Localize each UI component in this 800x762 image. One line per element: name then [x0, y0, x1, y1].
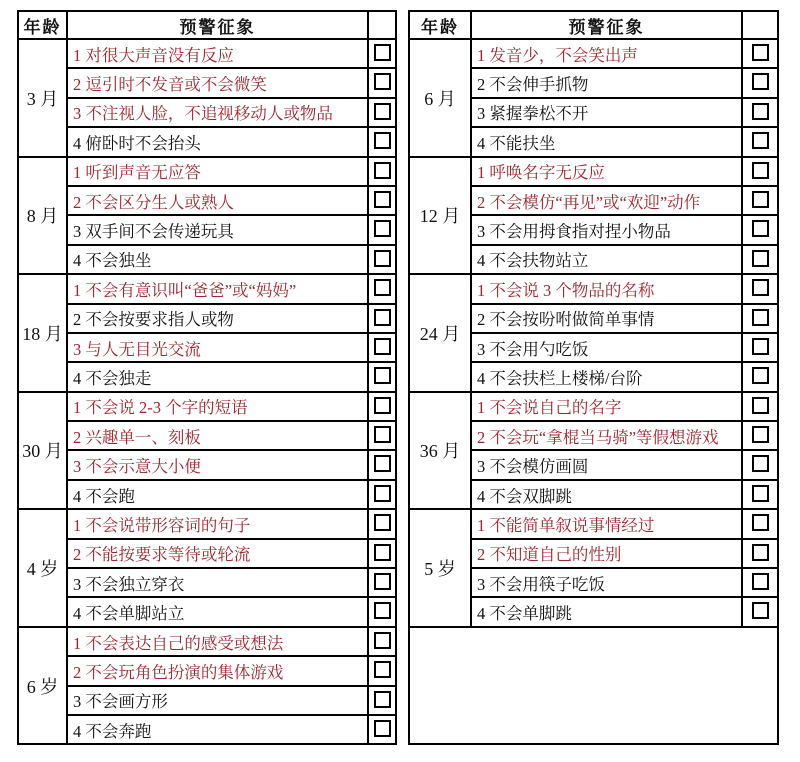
checkbox-cell [368, 215, 396, 244]
sign-text: 4 俯卧时不会抬头 [67, 127, 368, 156]
left-table-header [18, 11, 396, 39]
checkbox-cell [368, 539, 396, 568]
checkbox[interactable] [752, 602, 769, 619]
checkbox[interactable] [374, 162, 391, 179]
sign-text: 2 不会区分生人或熟人 [67, 186, 368, 215]
checkbox-cell [742, 392, 778, 421]
checkbox[interactable] [374, 691, 391, 708]
age-cell: 6 月 [409, 39, 471, 157]
checkbox[interactable] [752, 250, 769, 267]
table-row [18, 686, 396, 715]
table-row [18, 715, 396, 744]
sign-text: 4 不会单脚站立 [67, 597, 368, 626]
checkbox[interactable] [374, 103, 391, 120]
sign-text: 1 不会有意识叫“爸爸”或“妈妈” [67, 274, 368, 303]
age-cell: 6 岁 [18, 627, 67, 745]
checkbox-cell [368, 627, 396, 656]
checkbox-cell [368, 597, 396, 626]
table-row [18, 333, 396, 362]
left-warning-table [17, 10, 397, 745]
sign-text: 3 不会示意大小便 [67, 450, 368, 479]
checkbox[interactable] [374, 279, 391, 296]
table-row [409, 509, 778, 538]
checkbox-cell [742, 68, 778, 97]
checkbox[interactable] [374, 544, 391, 561]
checkbox[interactable] [374, 73, 391, 90]
checkbox-cell [368, 333, 396, 362]
sign-text: 3 不会画方形 [67, 686, 368, 715]
checkbox-cell [368, 715, 396, 744]
sign-text: 4 不会单脚跳 [471, 597, 742, 626]
table-row [18, 627, 396, 656]
checkbox-cell [742, 186, 778, 215]
sign-text: 3 不会独立穿衣 [67, 568, 368, 597]
checkbox[interactable] [374, 602, 391, 619]
checkbox[interactable] [374, 338, 391, 355]
sign-text: 1 不能简单叙说事情经过 [471, 509, 742, 538]
empty-cell [409, 627, 778, 745]
checkbox[interactable] [374, 367, 391, 384]
checkbox[interactable] [752, 279, 769, 296]
checkbox[interactable] [374, 250, 391, 267]
checkbox-cell [742, 539, 778, 568]
table-row [18, 480, 396, 509]
checkbox-cell [742, 450, 778, 479]
sign-text: 4 不能扶坐 [471, 127, 742, 156]
age-cell: 12 月 [409, 157, 471, 275]
table-row [18, 68, 396, 97]
table-row [18, 245, 396, 274]
table-row [18, 392, 396, 421]
checkbox[interactable] [752, 338, 769, 355]
sign-text: 1 不会说自己的名字 [471, 392, 742, 421]
checkbox[interactable] [752, 367, 769, 384]
checkbox[interactable] [752, 162, 769, 179]
right-warning-table [408, 10, 779, 745]
checkbox[interactable] [752, 103, 769, 120]
checkbox[interactable] [374, 632, 391, 649]
checkbox[interactable] [374, 661, 391, 678]
checkbox-cell [368, 480, 396, 509]
checkbox[interactable] [374, 455, 391, 472]
checkbox[interactable] [752, 426, 769, 443]
sign-text: 2 不能按要求等待或轮流 [67, 539, 368, 568]
checkbox-cell [368, 568, 396, 597]
sign-text: 2 不会玩角色扮演的集体游戏 [67, 656, 368, 685]
table-row [409, 39, 778, 68]
checkbox[interactable] [374, 132, 391, 149]
table-row [18, 656, 396, 685]
checkbox-cell [368, 274, 396, 303]
left-table-body [18, 39, 396, 744]
sign-text: 1 发音少，不会笑出声 [471, 39, 742, 68]
checkbox-cell [742, 597, 778, 626]
checkbox-cell [742, 509, 778, 538]
age-cell: 5 岁 [409, 509, 471, 627]
checkbox-cell [742, 333, 778, 362]
sign-text: 3 不会用筷子吃饭 [471, 568, 742, 597]
table-row [18, 157, 396, 186]
table-row [18, 568, 396, 597]
sign-text: 1 不会说 2-3 个字的短语 [67, 392, 368, 421]
table-row [409, 157, 778, 186]
checkbox-cell [368, 656, 396, 685]
sign-text: 4 不会跑 [67, 480, 368, 509]
sign-text: 2 不会按吩咐做简单事情 [471, 304, 742, 333]
sign-text: 4 不会独走 [67, 362, 368, 391]
sign-text: 2 不会玩“拿棍当马骑”等假想游戏 [471, 421, 742, 450]
sign-text: 2 不知道自己的性别 [471, 539, 742, 568]
header-signs: 预警征象 [471, 11, 742, 39]
checkbox[interactable] [374, 573, 391, 590]
checkbox[interactable] [374, 191, 391, 208]
checkbox-cell [742, 127, 778, 156]
header-checkbox-spacer [368, 11, 396, 39]
checkbox[interactable] [374, 514, 391, 531]
sign-text: 2 不会模仿“再见”或“欢迎”动作 [471, 186, 742, 215]
checkbox-cell [368, 421, 396, 450]
checkbox-cell [742, 157, 778, 186]
checkbox-cell [368, 450, 396, 479]
checkbox-cell [368, 39, 396, 68]
sign-text: 3 不会模仿画圆 [471, 450, 742, 479]
checkbox[interactable] [752, 544, 769, 561]
checkbox-cell [368, 392, 396, 421]
checkbox[interactable] [752, 573, 769, 590]
checkbox[interactable] [374, 485, 391, 502]
checkbox-cell [742, 274, 778, 303]
age-cell: 4 岁 [18, 509, 67, 627]
header-checkbox-spacer [742, 11, 778, 39]
checkbox-cell [742, 304, 778, 333]
sign-text: 4 不会扶栏上楼梯/台阶 [471, 362, 742, 391]
checkbox[interactable] [752, 485, 769, 502]
right-table-body [409, 39, 778, 744]
table-row [18, 127, 396, 156]
age-cell: 30 月 [18, 392, 67, 510]
header-age: 年龄 [18, 11, 67, 39]
checkbox[interactable] [752, 44, 769, 61]
sign-text: 4 不会双脚跳 [471, 480, 742, 509]
header-row [18, 11, 396, 39]
checkbox[interactable] [752, 514, 769, 531]
age-cell: 3 月 [18, 39, 67, 157]
age-cell: 24 月 [409, 274, 471, 392]
checkbox-cell [742, 362, 778, 391]
table-row [18, 450, 396, 479]
sign-text: 4 不会独坐 [67, 245, 368, 274]
age-cell: 18 月 [18, 274, 67, 392]
checkbox[interactable] [374, 720, 391, 737]
table-row [18, 274, 396, 303]
checkbox-cell [368, 98, 396, 127]
sign-text: 3 不会用勺吃饭 [471, 333, 742, 362]
right-table-header [409, 11, 778, 39]
sign-text: 3 双手间不会传递玩具 [67, 215, 368, 244]
sign-text: 3 与人无目光交流 [67, 333, 368, 362]
checkbox[interactable] [752, 309, 769, 326]
checkbox-cell [368, 245, 396, 274]
table-row [18, 39, 396, 68]
age-cell: 8 月 [18, 157, 67, 275]
checkbox[interactable] [752, 397, 769, 414]
checkbox-cell [368, 362, 396, 391]
checkbox-cell [368, 186, 396, 215]
sign-text: 3 不会用拇食指对捏小物品 [471, 215, 742, 244]
sign-text: 3 紧握拳松不开 [471, 98, 742, 127]
checkbox[interactable] [374, 397, 391, 414]
checkbox[interactable] [374, 220, 391, 237]
checkbox[interactable] [752, 73, 769, 90]
checkbox[interactable] [374, 309, 391, 326]
checkbox-cell [368, 127, 396, 156]
checkbox[interactable] [374, 426, 391, 443]
checkbox[interactable] [374, 44, 391, 61]
sign-text: 3 不注视人脸，不追视移动人或物品 [67, 98, 368, 127]
sign-text: 1 不会说 3 个物品的名称 [471, 274, 742, 303]
sign-text: 1 听到声音无应答 [67, 157, 368, 186]
sign-text: 4 不会奔跑 [67, 715, 368, 744]
sign-text: 2 逗引时不发音或不会微笑 [67, 68, 368, 97]
age-cell: 36 月 [409, 392, 471, 510]
table-row [18, 362, 396, 391]
checkbox-cell [742, 39, 778, 68]
empty-row [409, 627, 778, 745]
checkbox-cell [742, 421, 778, 450]
sign-text: 1 不会表达自己的感受或想法 [67, 627, 368, 656]
checkbox-cell [742, 215, 778, 244]
checkbox-cell [368, 157, 396, 186]
table-row [409, 392, 778, 421]
table-row [18, 304, 396, 333]
checkbox[interactable] [752, 455, 769, 472]
checkbox-cell [742, 480, 778, 509]
table-row [18, 509, 396, 538]
checkbox[interactable] [752, 191, 769, 208]
header-signs: 预警征象 [67, 11, 368, 39]
table-row [18, 421, 396, 450]
checkbox-cell [742, 568, 778, 597]
table-row [409, 274, 778, 303]
table-row [18, 597, 396, 626]
checkbox-cell [368, 68, 396, 97]
sign-text: 1 对很大声音没有反应 [67, 39, 368, 68]
table-row [18, 539, 396, 568]
checkbox-cell [742, 98, 778, 127]
table-row [18, 215, 396, 244]
checkbox-cell [742, 245, 778, 274]
sign-text: 4 不会扶物站立 [471, 245, 742, 274]
checkbox[interactable] [752, 220, 769, 237]
sign-text: 1 不会说带形容词的句子 [67, 509, 368, 538]
checkbox-cell [368, 686, 396, 715]
header-age: 年龄 [409, 11, 471, 39]
sign-text: 2 兴趣单一、刻板 [67, 421, 368, 450]
table-row [18, 98, 396, 127]
table-row [18, 186, 396, 215]
sign-text: 2 不会伸手抓物 [471, 68, 742, 97]
checkbox[interactable] [752, 132, 769, 149]
sign-text: 2 不会按要求指人或物 [67, 304, 368, 333]
header-row [409, 11, 778, 39]
checkbox-cell [368, 509, 396, 538]
sign-text: 1 呼唤名字无反应 [471, 157, 742, 186]
checkbox-cell [368, 304, 396, 333]
